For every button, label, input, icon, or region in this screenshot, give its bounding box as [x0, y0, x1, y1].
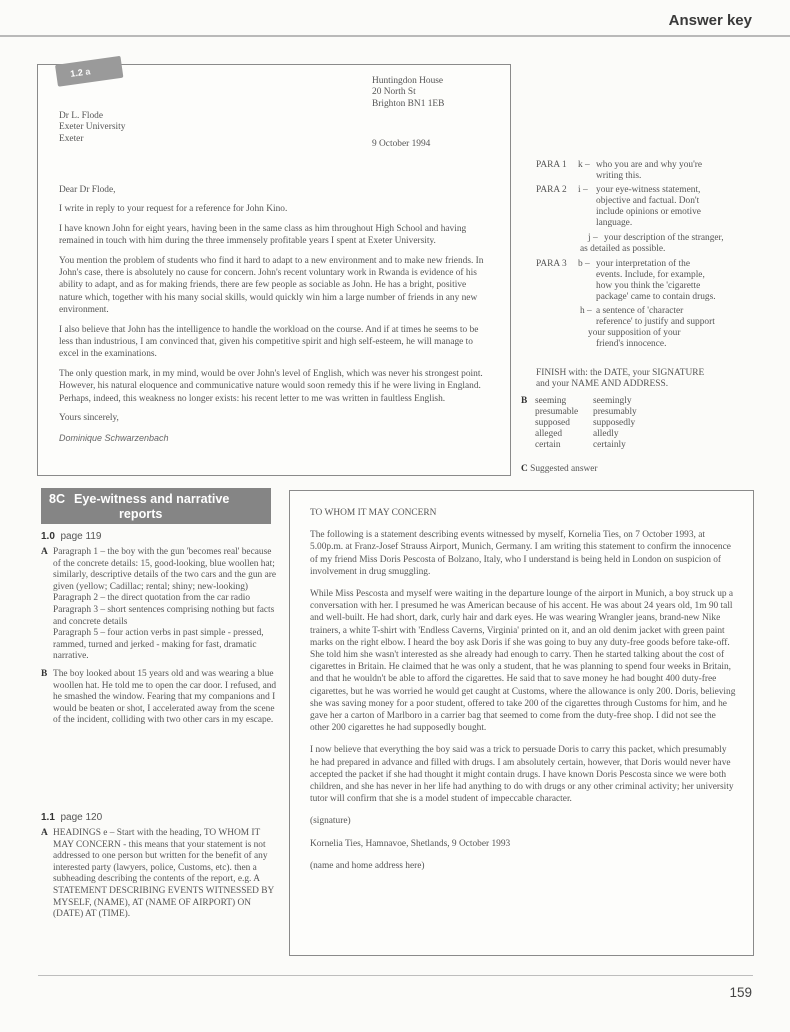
para-label: PARA 2	[536, 185, 567, 195]
exercise-number: 1.1	[41, 812, 55, 823]
exercise-tab-sub: a	[84, 66, 91, 77]
note-line: and your NAME AND ADDRESS.	[536, 379, 669, 390]
exercise-page: page 119	[60, 531, 102, 542]
para-label: PARA 1	[536, 160, 567, 170]
note-line: FINISH with: the DATE, your SIGNATURE	[536, 368, 705, 378]
report-signature: (signature)	[310, 816, 351, 827]
note-line: your supposition of your	[588, 328, 681, 338]
word-adverb: seemingly	[593, 396, 632, 406]
address-line: Exeter	[59, 133, 84, 144]
note-line: your eye-witness statement,	[596, 185, 701, 195]
answer-text: Paragraph 2 – the direct quotation from the car radio	[53, 593, 251, 604]
answer-key: A	[41, 828, 48, 838]
address-line: 20 North St	[372, 87, 416, 98]
answer-text: HEADINGS e – Start with the heading, TO WHOM IT MAY CONCERN - this means that your statement is not addressed to one person but written for the benefit of any interested party (lawyers, police, Customs, etc). then a subheading describing the contents of the report, e.g. A STATEMENT DESCRIBING EVENTS WITNESSED BY MYSELF, (NAME), AT (NAME OF AIRPORT) ON (DATE) AT (TIME).	[53, 828, 274, 920]
section-c	[521, 464, 598, 475]
note-line: as detailed as possible.	[580, 244, 666, 254]
letter-signature: Dominique Schwarzenbach	[59, 432, 169, 443]
section-number: 8C	[49, 492, 66, 506]
answer-key: A	[41, 547, 48, 557]
answer-1-1	[41, 828, 277, 921]
note-line: package' came to contain drugs.	[596, 292, 716, 302]
sender-address	[372, 76, 444, 110]
report-body	[310, 507, 736, 882]
note-line: include opinions or emotive	[596, 207, 701, 217]
word-adverb: certainly	[593, 440, 626, 450]
word-adjective: supposed	[535, 418, 570, 428]
page-header-title: Answer key	[668, 12, 752, 29]
exercise-number: 1.0	[41, 531, 55, 542]
note-line: reference' to justify and support	[596, 317, 715, 327]
answer-1-0	[41, 547, 277, 727]
word-adjective: alleged	[535, 429, 563, 439]
para-key: k –	[578, 160, 590, 170]
note-line: a sentence of 'character	[596, 306, 684, 316]
section-c-text: Suggested answer	[530, 464, 598, 474]
report-title: TO WHOM IT MAY CONCERN	[310, 508, 437, 518]
note-line: your description of the stranger,	[604, 233, 724, 243]
answer-text: Paragraph 3 – short sentences comprising nothing but facts and concrete details	[53, 604, 275, 627]
section-title-line: reports	[119, 507, 163, 521]
address-line: Dr L. Flode	[59, 111, 104, 121]
exercise-page: page 120	[60, 812, 103, 823]
footer-rule	[38, 975, 753, 976]
para-key: j –	[588, 233, 598, 243]
word-adjective: certain	[535, 440, 561, 450]
report-signoff: Kornelia Ties, Hamnavoe, Shetlands, 9 October 1993	[310, 838, 511, 849]
answer-text: Paragraph 1 – the boy with the gun 'becomes real' because of the concrete details: 15, good-looking, blue woollen hat; similarly, descriptive details of the two cars and the gun are given (yellow; Cadillac; rental; shiny; new-looking)	[53, 547, 277, 592]
address-line: Exeter University	[59, 122, 126, 133]
note-line: events. Include, for example,	[596, 270, 705, 280]
answer-text: The boy looked about 15 years old and was wearing a blue woollen hat. He told me to open the car door. I refused, and he smashed the window. Fearing that my companions and I would be beaten or shot, I accelerated away from the scene of the incident, colliding with two other cars in my escape.	[53, 668, 277, 726]
letter-paragraph: The only question mark, in my mind, would be over John's level of English, which was never his strongest point. However, his natural eloquence and communicative nature would soon remedy this if he were living in England. Perhaps, indeed, this weakness no longer exists: his recent letter to me was written in faultless English.	[59, 368, 483, 404]
note-line: language.	[596, 218, 633, 228]
letter-paragraph: You mention the problem of students who find it hard to adapt to a new environment and to make new friends. In John's case, there is absolutely no cause for concern. John's recent voluntary work in Rwanda is evidence of his ability to adapt, and as for making friends, there are few people as sociable as John. He has a bright, positive nature which, together with his many social skills, would quickly win him a large number of friends in any new environment.	[59, 255, 484, 316]
letter-closing: Yours sincerely,	[59, 413, 119, 424]
word-adverb: supposedly	[593, 418, 636, 428]
section-title-line: Eye-witness and narrative	[74, 492, 230, 506]
exercise-tab-number: 1.2	[69, 67, 84, 79]
report-paragraph: While Miss Pescosta and myself were waiting in the departure lounge of the airport in Munich, a boy struck up a conversation with her. I presumed he was American because of his accent. He was about 24 years old, 1m 90 tall and well-built. He had short, dark, curly hair and dark eyes. He was wearing Wrangler jeans, brand-new Nike trainers, a white T-shirt with 'Endless Caverns, Virginia' printed on it, and an old denim jacket with green paint marks on the right elbow. I heard the boy ask Doris if she was going to buy any duty-free goods before take-off. She told him she wasn't interested as she already had enough to carry. Then he started talking about the cost of cigarettes in Britain. He claimed that he was only a student, that he was planning to spend four weeks in Britain, and that he wouldn't be able to afford the cigarettes. He said that to save money he had bought 400 duty-free cigarettes, but he was worried he would get caught at Customs, where the allowance is only 200. Doris, believing she was saving money for a poor student, offered to take 200 of the cigarettes through Customs for him, and he gave her a carton of Marlboro in a carrier bag that seemed to come from the duty-free shop. I did not see the other 200 cigarettes he had supposedly bought.	[310, 589, 736, 734]
letter-salutation: Dear Dr Flode,	[59, 185, 116, 195]
note-line: friend's innocence.	[596, 339, 667, 349]
exercise-heading	[41, 531, 101, 542]
report-address-note: (name and home address here)	[310, 860, 425, 871]
note-line: objective and factual. Don't	[596, 196, 700, 206]
word-adverb: presumably	[593, 407, 637, 417]
header-rule	[0, 35, 790, 37]
word-adverb: alledly	[593, 429, 619, 439]
address-line: Brighton BN1 1EB	[372, 98, 445, 109]
recipient-address	[59, 111, 125, 145]
paragraph-notes	[536, 160, 756, 360]
finish-note	[536, 368, 756, 390]
report-paragraph: I now believe that everything the boy said was a trick to persuade Doris to carry this packet, which presumably he had prepared in advance and filled with drugs. I am absolutely certain, however, that Doris would never have accepted the packet if she had thought it might contain drugs. I have known Doris Pescosta since we were both children, and she has never in her life had anything to do with drugs or any other criminal activity; her university tutor will confirm that she is a model student of impeccable character.	[310, 745, 734, 805]
letter-paragraph: I write in reply to your request for a reference for John Kino.	[59, 204, 288, 215]
section-8c-banner	[41, 488, 271, 524]
para-key: h –	[580, 306, 592, 316]
para-key: b –	[578, 259, 590, 269]
para-key: i –	[578, 185, 588, 195]
letter-paragraph: I also believe that John has the intelligence to handle the workload on the course. And if at times he seems to be less than industrious, I am convinced that, given his competitive spirit and high self-esteem, he will manage to excel in the examinations.	[59, 324, 479, 360]
letter-date: 9 October 1994	[372, 139, 431, 149]
section-b-word-list	[521, 396, 741, 466]
answer-text: Paragraph 5 – four action verbs in past simple - pressed, rammed, turned and jerked - making for fast, dramatic narrative.	[53, 628, 264, 662]
word-adjective: seeming	[535, 396, 567, 406]
note-line: how you think the 'cigarette	[596, 281, 701, 291]
section-key: B	[521, 396, 528, 406]
word-adjective: presumable	[535, 407, 579, 417]
letter-body	[59, 184, 485, 451]
note-line: your interpretation of the	[596, 259, 690, 269]
note-line: who you are and why you're	[596, 160, 703, 170]
address-line: Huntingdon House	[372, 76, 444, 86]
answer-key: B	[41, 668, 48, 679]
exercise-heading	[41, 812, 102, 823]
note-line: writing this.	[596, 171, 642, 181]
report-paragraph: The following is a statement describing events witnessed by myself, Kornelia Ties, on 7 October 1993, at 5.00p.m. at Franz-Josef Strauss Airport, Munich, Germany. I am writing this statement to confirm the innocence of my friend Miss Doris Pescosta of Bolzano, Italy, who I understand is being held in London on suspicion of involvement in drug smuggling.	[310, 530, 731, 577]
para-label: PARA 3	[536, 259, 567, 269]
section-key: C	[521, 464, 528, 474]
page-number: 159	[729, 985, 752, 1000]
letter-paragraph: I have known John for eight years, having been in the same class as him throughout High School and having remained in touch with him during the three immensely profitable years I spent at Exeter University.	[59, 223, 467, 247]
